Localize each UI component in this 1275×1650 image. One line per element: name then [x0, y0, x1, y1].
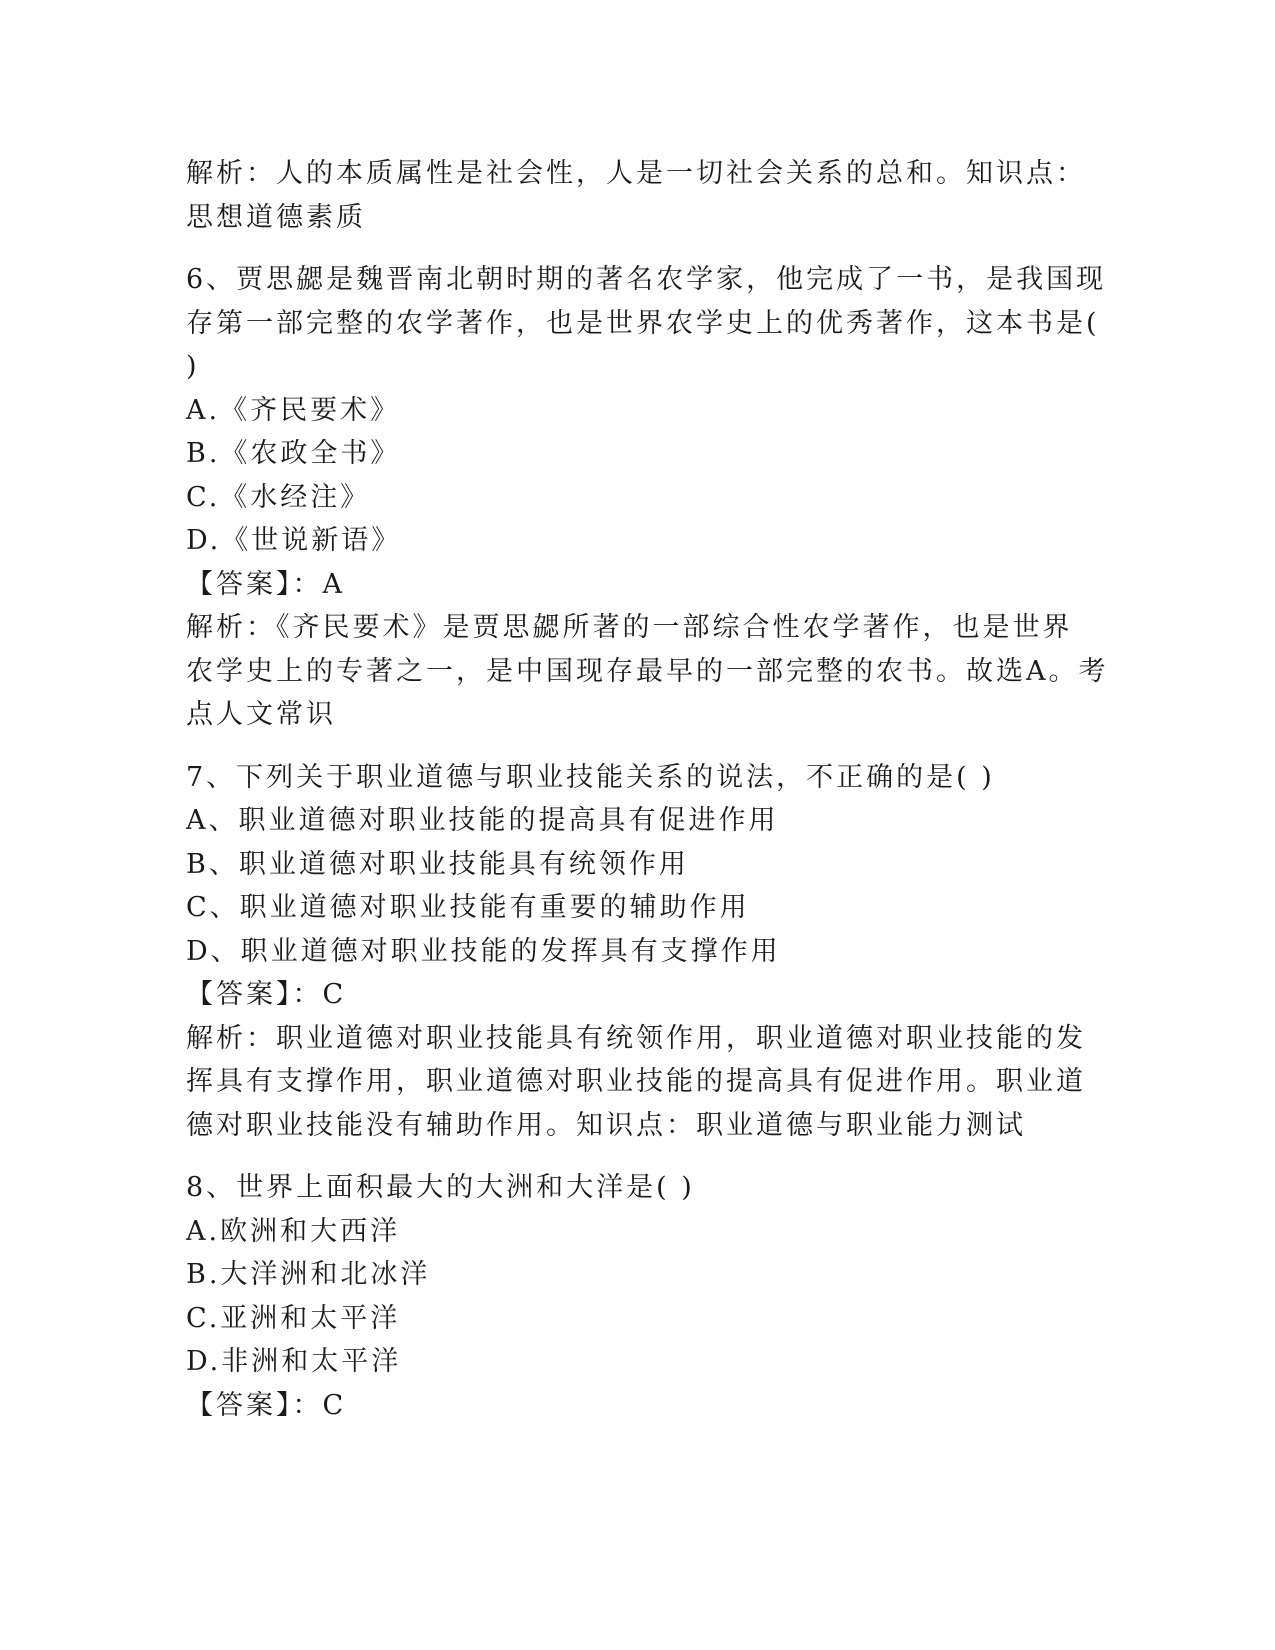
option-c: C.亚洲和太平洋 — [186, 1302, 401, 1334]
analysis-line: 解析：职业道德对职业技能具有统领作用，职业道德对职业技能的发 — [186, 1022, 1086, 1054]
option-b: B.《农政全书》 — [186, 438, 401, 469]
option-b: B.大洋洲和北冰洋 — [186, 1259, 431, 1290]
option-c: C.《水经注》 — [186, 481, 371, 513]
option-d: D、职业道德对职业技能的发挥具有支撑作用 — [186, 935, 781, 967]
analysis-line: 思想道德素质 — [186, 201, 366, 233]
answer-line: 【答案】：C — [186, 1389, 347, 1421]
analysis-line: 解析：《齐民要术》是贾思勰所著的一部综合性农学著作，也是世界 — [186, 612, 1073, 643]
analysis-line: 点人文常识 — [186, 699, 336, 730]
question-stem-line: 6、贾思勰是魏晋南北朝时期的著名农学家，他完成了一书，是我国现 — [186, 264, 1107, 295]
option-a: A.《齐民要术》 — [186, 394, 401, 426]
question-stem-line: 存第一部完整的农学著作，也是世界农学史上的优秀著作，这本书是( — [186, 307, 1100, 339]
option-b: B、职业道德对职业技能具有统领作用 — [186, 848, 689, 880]
question-stem-line: ) — [186, 351, 200, 382]
option-d: D.《世说新语》 — [186, 525, 402, 556]
option-d: D.非洲和太平洋 — [186, 1346, 402, 1377]
analysis-line: 解析：人的本质属性是社会性，人是一切社会关系的总和。知识点： — [186, 158, 1086, 189]
question-stem-line: 7、下列关于职业道德与职业技能关系的说法，不正确的是( ) — [186, 761, 995, 793]
q5-analysis — [186, 152, 1086, 239]
document-page — [186, 152, 1109, 1427]
option-a: A.欧洲和大西洋 — [186, 1215, 401, 1247]
answer-line: 【答案】：A — [186, 568, 345, 600]
question-6 — [186, 258, 1109, 737]
answer-line: 【答案】：C — [186, 979, 347, 1010]
question-stem-line: 8、世界上面积最大的大洲和大洋是( ) — [186, 1172, 695, 1203]
option-c: C、职业道德对职业技能有重要的辅助作用 — [186, 892, 750, 923]
option-a: A、职业道德对职业技能的提高具有促进作用 — [186, 805, 779, 836]
analysis-line: 农学史上的专著之一，是中国现存最早的一部完整的农书。故选A。考 — [186, 655, 1109, 687]
analysis-line: 德对职业技能没有辅助作用。知识点：职业道德与职业能力测试 — [186, 1109, 1026, 1141]
question-7 — [186, 756, 1086, 1148]
question-8 — [186, 1166, 1086, 1427]
analysis-line: 挥具有支撑作用，职业道德对职业技能的提高具有促进作用。职业道 — [186, 1066, 1086, 1097]
